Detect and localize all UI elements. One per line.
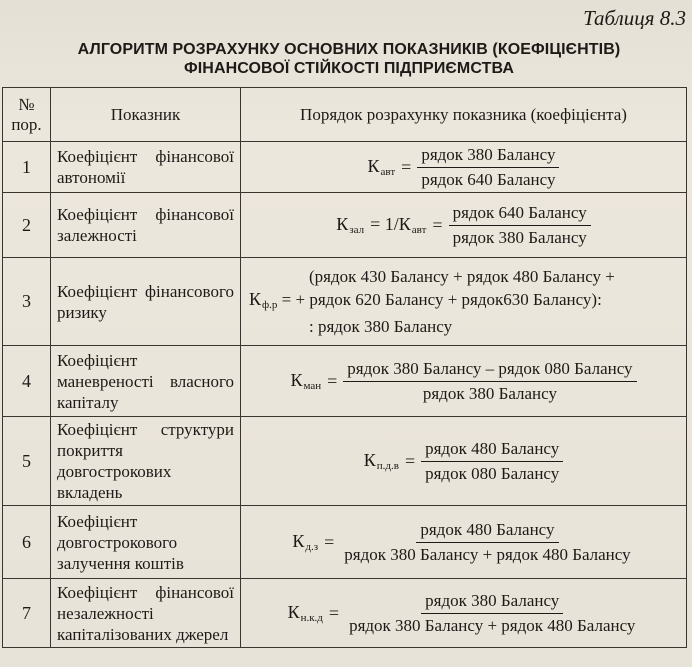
formula-line-2: $К_{ф.р}$ = + рядок 620 Балансу + рядок630 Балансу): xyxy=(249,288,602,311)
fraction xyxy=(343,359,636,404)
equals-sign: = xyxy=(327,370,338,391)
coefficient-symbol: $К_{авт}$ xyxy=(367,156,396,178)
formula xyxy=(249,145,678,190)
coefficient-symbol: $К_{п.д.в}$ xyxy=(363,450,399,472)
fraction-numerator: рядок 380 Балансу xyxy=(421,591,563,614)
formula xyxy=(249,359,678,404)
formula xyxy=(249,266,678,338)
indicator-name: Коефіцієнт структури покриття довгострокових вкладень xyxy=(51,417,241,506)
fraction-numerator: рядок 480 Балансу xyxy=(421,439,563,462)
formula-line-3: : рядок 380 Балансу xyxy=(309,316,453,336)
fraction-numerator: рядок 480 Балансу xyxy=(416,520,558,543)
algorithm-table xyxy=(2,87,687,648)
table-row xyxy=(3,417,687,506)
fraction xyxy=(421,439,563,484)
formula-cell xyxy=(241,346,687,417)
table-title-line-2: ФІНАНСОВОЇ СТІЙКОСТІ ПІДПРИЄМСТВА xyxy=(183,60,514,77)
table-row xyxy=(3,579,687,648)
equals-sign: = xyxy=(404,450,416,471)
equals-sign: = xyxy=(324,531,335,552)
row-number: 1 xyxy=(3,142,51,193)
header-indicator: Показник xyxy=(51,88,241,142)
fraction xyxy=(340,520,634,565)
indicator-name: Коефіцієнт фінансової незалежності капіталізованих джерел xyxy=(51,579,241,648)
fraction-numerator: рядок 640 Балансу xyxy=(449,203,591,226)
fraction-denominator: рядок 640 Балансу xyxy=(421,169,556,189)
table-row xyxy=(3,193,687,258)
formula xyxy=(249,591,678,636)
table-row xyxy=(3,258,687,346)
reciprocal-expression: = $1/К_{авт}$ xyxy=(370,214,427,236)
formula-cell xyxy=(241,579,687,648)
formula-cell xyxy=(241,142,687,193)
fraction xyxy=(345,591,639,636)
fraction-denominator: рядок 380 Балансу + рядок 480 Балансу xyxy=(349,615,636,635)
table-header-row xyxy=(3,88,687,142)
coefficient-symbol: $К_{зал}$ xyxy=(336,214,365,236)
fraction-numerator: рядок 380 Балансу – рядок 080 Балансу xyxy=(343,359,636,382)
fraction xyxy=(417,145,559,190)
formula-line-1: (рядок 430 Балансу + рядок 480 Балансу + xyxy=(309,266,615,286)
row-number: 2 xyxy=(3,193,51,258)
row-number: 4 xyxy=(3,346,51,417)
row-number: 6 xyxy=(3,506,51,579)
formula xyxy=(249,203,678,248)
row-number: 7 xyxy=(3,579,51,648)
fraction-denominator: рядок 380 Балансу xyxy=(422,383,557,403)
equals-sign: = xyxy=(401,156,412,177)
row-number: 3 xyxy=(3,258,51,346)
fraction-denominator: рядок 080 Балансу xyxy=(425,463,560,483)
equals-sign: = xyxy=(432,214,443,235)
table-row xyxy=(3,142,687,193)
indicator-name: Коефіцієнт фінансового ризику xyxy=(51,258,241,346)
coefficient-symbol: $К_{ф.р}$ xyxy=(249,288,278,311)
row-number: 5 xyxy=(3,417,51,506)
table-title-line-1: АЛГОРИТМ РОЗРАХУНКУ ОСНОВНИХ ПОКАЗНИКІВ (КОЕФІЦІЄНТІВ) xyxy=(77,41,621,58)
indicator-name: Коефіцієнт довгострокового залучення коштів xyxy=(51,506,241,579)
formula-cell xyxy=(241,193,687,258)
coefficient-symbol: $К_{д.з}$ xyxy=(292,531,319,553)
formula-cell xyxy=(241,417,687,506)
table-row xyxy=(3,506,687,579)
formula xyxy=(249,439,678,484)
equals-sign: = xyxy=(328,602,340,623)
table-label: Таблиця 8.3 xyxy=(583,6,686,30)
fraction-numerator: рядок 380 Балансу xyxy=(417,145,559,168)
fraction xyxy=(449,203,591,248)
header-formula: Порядок розрахунку показника (коефіцієнта) xyxy=(241,88,687,142)
formula-cell xyxy=(241,258,687,346)
indicator-name: Коефіцієнт фінансової автономії xyxy=(51,142,241,193)
formula xyxy=(249,520,678,565)
table-row xyxy=(3,346,687,417)
formula-cell xyxy=(241,506,687,579)
table-title xyxy=(24,40,674,78)
indicator-name: Коефіцієнт маневреності власного капіталу xyxy=(51,346,241,417)
indicator-name: Коефіцієнт фінансової залежності xyxy=(51,193,241,258)
coefficient-symbol: $К_{ман}$ xyxy=(290,370,322,392)
fraction-denominator: рядок 380 Балансу + рядок 480 Балансу xyxy=(344,544,631,564)
fraction-denominator: рядок 380 Балансу xyxy=(452,227,587,247)
coefficient-symbol: $К_{н.к.д}$ xyxy=(287,602,323,624)
header-no: № пор. xyxy=(3,88,51,142)
